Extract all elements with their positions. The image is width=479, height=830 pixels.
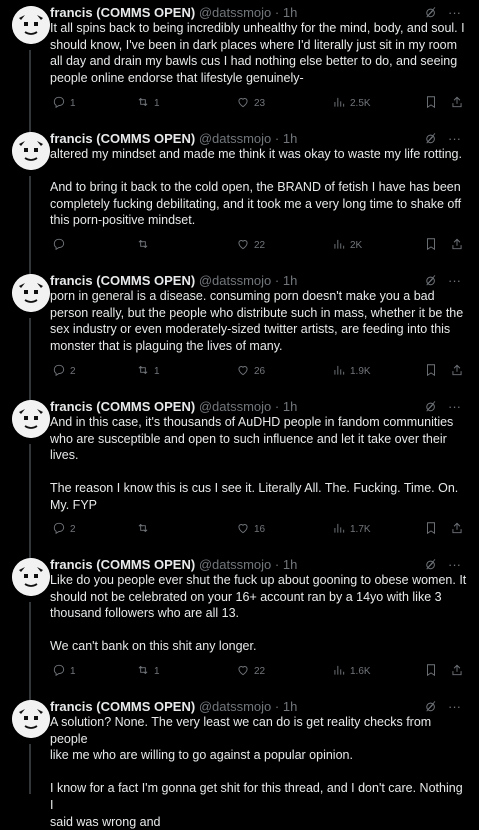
thread-connector-line: [29, 318, 31, 402]
bookmark-button[interactable]: [424, 663, 438, 680]
action-bar: [52, 94, 469, 112]
thread-connector-line: [29, 176, 31, 276]
tweet-text: Like do you people ever shut the fuck up about gooning to obese women. It should not be celebrated on your 16+ account ran by a 14yo with like 3 thousand followers who are all 13. We can't bank on this shit any longer.: [50, 573, 467, 654]
repost-icon: [136, 363, 150, 380]
grok-icon[interactable]: ⊘̸: [425, 273, 436, 288]
tweet-text: A solution? None. The very least we can do is get reality checks from people like me who are willing to go against a popular opinion. I know for a fact I'm gonna get shit for this thread, and I don't care. Nothing I said was wrong and: [50, 715, 463, 829]
repost-icon: [136, 237, 150, 254]
share-button[interactable]: [450, 95, 464, 112]
like-icon: [236, 663, 250, 680]
views-count: 1.6K: [350, 665, 371, 677]
views-button[interactable]: [332, 363, 371, 380]
more-icon[interactable]: ···: [448, 131, 461, 146]
views-icon: [332, 663, 346, 680]
like-count: 22: [254, 665, 266, 677]
more-icon[interactable]: ···: [448, 5, 461, 20]
tweet-text: It all spins back to being incredibly unhealthy for the mind, body, and soul. I should know, I've been in dark places where I'd literally just sit in my room all day and drain my bawls cus I had nothing else better to do, and seeing people online endorse that lifestyle genuinely-: [50, 21, 465, 85]
views-button[interactable]: [332, 237, 362, 254]
reply-button[interactable]: [52, 521, 76, 538]
repost-button[interactable]: [136, 663, 160, 680]
timestamp[interactable]: 1h: [282, 273, 298, 288]
repost-button[interactable]: [136, 237, 154, 254]
author-name[interactable]: francis (COMMS OPEN): [50, 5, 196, 20]
grok-icon[interactable]: ⊘̸: [425, 557, 436, 572]
share-icon: [450, 521, 464, 538]
views-icon: [332, 363, 346, 380]
repost-button[interactable]: [136, 363, 160, 380]
thread-connector-line: [29, 444, 31, 560]
author-handle[interactable]: @datssmojo: [198, 557, 272, 572]
separator-dot: ·: [274, 699, 280, 714]
repost-button[interactable]: [136, 95, 160, 112]
repost-count: 1: [154, 97, 160, 109]
author-name[interactable]: francis (COMMS OPEN): [50, 131, 196, 146]
action-bar: [52, 520, 469, 538]
share-icon: [450, 237, 464, 254]
tweet-text: And in this case, it's thousands of AuDHD people in fandom communities who are susceptible and open to such influence and let it take over their lives. The reason I know this is cus I see it. Literally All. The. Fucking. Time. On. My. FYP: [50, 415, 459, 512]
repost-icon: [136, 95, 150, 112]
like-button[interactable]: [236, 237, 265, 254]
timestamp[interactable]: 1h: [282, 5, 298, 20]
bookmark-button[interactable]: [424, 521, 438, 538]
views-button[interactable]: [332, 663, 371, 680]
thread-connector-line: [29, 50, 31, 134]
avatar[interactable]: [12, 558, 50, 596]
bookmark-icon: [424, 663, 438, 680]
separator-dot: ·: [274, 131, 280, 146]
author-handle[interactable]: @datssmojo: [198, 131, 272, 146]
like-button[interactable]: [236, 663, 265, 680]
reply-icon: [52, 363, 66, 380]
author-name[interactable]: francis (COMMS OPEN): [50, 557, 196, 572]
action-bar: [52, 362, 469, 380]
like-button[interactable]: [236, 95, 265, 112]
bookmark-button[interactable]: [424, 95, 438, 112]
bookmark-button[interactable]: [424, 237, 438, 254]
action-bar: [52, 662, 469, 680]
separator-dot: ·: [274, 399, 280, 414]
like-count: 26: [254, 365, 266, 377]
avatar[interactable]: [12, 6, 50, 44]
views-count: 2.5K: [350, 97, 371, 109]
like-count: 16: [254, 523, 266, 535]
share-icon: [450, 663, 464, 680]
repost-icon: [136, 663, 150, 680]
share-icon: [450, 363, 464, 380]
author-handle[interactable]: @datssmojo: [198, 5, 272, 20]
grok-icon[interactable]: ⊘̸: [425, 131, 436, 146]
views-button[interactable]: [332, 95, 371, 112]
grok-icon[interactable]: ⊘̸: [425, 5, 436, 20]
share-button[interactable]: [450, 663, 464, 680]
more-icon[interactable]: ···: [448, 557, 461, 572]
avatar[interactable]: [12, 700, 50, 738]
like-icon: [236, 237, 250, 254]
bookmark-icon: [424, 237, 438, 254]
avatar[interactable]: [12, 400, 50, 438]
reply-count: 1: [70, 665, 76, 677]
more-icon[interactable]: ···: [448, 273, 461, 288]
tweet-text: porn in general is a disease. consuming porn doesn't make you a bad person really, but the people who distribute such in mass, whether it be the sex industry or even moderately-sized twitter artists, are feeding into this monster that is plaguing the lives of many.: [50, 289, 464, 353]
repost-count: 1: [154, 365, 160, 377]
timestamp[interactable]: 1h: [282, 399, 298, 414]
timestamp[interactable]: 1h: [282, 557, 298, 572]
author-handle[interactable]: @datssmojo: [198, 273, 272, 288]
share-icon: [450, 95, 464, 112]
reply-icon: [52, 663, 66, 680]
share-button[interactable]: [450, 521, 464, 538]
like-icon: [236, 363, 250, 380]
repost-button[interactable]: [136, 521, 154, 538]
separator-dot: ·: [274, 273, 280, 288]
views-count: 1.7K: [350, 523, 371, 535]
tweet-text: altered my mindset and made me think it was okay to waste my life rotting. And to bring it back to the cold open, the BRAND of fetish I have has been completely fucking debilitating, and it took me a very long time to shake off this porn-positive mindset.: [50, 147, 462, 228]
like-button[interactable]: [236, 521, 265, 538]
bookmark-button[interactable]: [424, 363, 438, 380]
like-button[interactable]: [236, 363, 265, 380]
action-bar: [52, 236, 469, 254]
share-button[interactable]: [450, 363, 464, 380]
more-icon[interactable]: ···: [448, 399, 461, 414]
avatar[interactable]: [12, 132, 50, 170]
reply-icon: [52, 521, 66, 538]
views-icon: [332, 521, 346, 538]
author-handle[interactable]: @datssmojo: [198, 399, 272, 414]
thread-connector-line: [29, 602, 31, 702]
views-icon: [332, 95, 346, 112]
separator-dot: ·: [274, 5, 280, 20]
views-button[interactable]: [332, 521, 371, 538]
author-name[interactable]: francis (COMMS OPEN): [50, 699, 196, 714]
like-count: 23: [254, 97, 266, 109]
author-name[interactable]: francis (COMMS OPEN): [50, 273, 196, 288]
share-button[interactable]: [450, 237, 464, 254]
repost-count: 1: [154, 665, 160, 677]
views-count: 1.9K: [350, 365, 371, 377]
like-count: 22: [254, 239, 266, 251]
reply-button[interactable]: [52, 95, 76, 112]
more-icon[interactable]: ···: [448, 699, 461, 714]
thread-connector-line: [29, 744, 31, 794]
bookmark-icon: [424, 521, 438, 538]
reply-count: 1: [70, 97, 76, 109]
avatar[interactable]: [12, 274, 50, 312]
reply-button[interactable]: [52, 363, 76, 380]
bookmark-icon: [424, 95, 438, 112]
grok-icon[interactable]: ⊘̸: [425, 699, 436, 714]
timestamp[interactable]: 1h: [282, 699, 298, 714]
views-count: 2K: [350, 239, 363, 251]
grok-icon[interactable]: ⊘̸: [425, 399, 436, 414]
author-name[interactable]: francis (COMMS OPEN): [50, 399, 196, 414]
like-icon: [236, 521, 250, 538]
timestamp[interactable]: 1h: [282, 131, 298, 146]
like-icon: [236, 95, 250, 112]
separator-dot: ·: [274, 557, 280, 572]
reply-count: 2: [70, 365, 76, 377]
reply-button[interactable]: [52, 663, 76, 680]
author-handle[interactable]: @datssmojo: [198, 699, 272, 714]
reply-count: 2: [70, 523, 76, 535]
reply-icon: [52, 237, 66, 254]
bookmark-icon: [424, 363, 438, 380]
reply-button[interactable]: [52, 237, 70, 254]
views-icon: [332, 237, 346, 254]
reply-icon: [52, 95, 66, 112]
repost-icon: [136, 521, 150, 538]
